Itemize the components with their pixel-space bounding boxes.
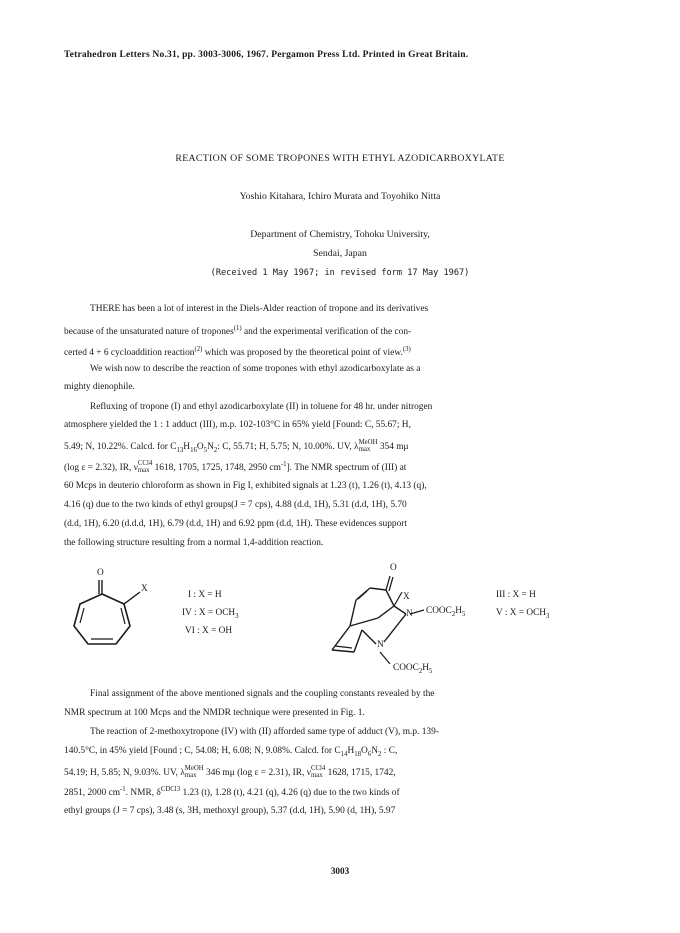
received-dates: (Received 1 May 1967; in revised form 17 May 1967) [210,268,470,278]
para3-line5: 60 Mcps in deuterio chloroform as shown in Fig I, exhibited signals at 1.23 (t), 1.26 (t), 4.13 (q), [64,481,427,491]
ref-1: (1) [233,325,242,332]
adduct-ester1: $COOC_2H_5$ [426,606,466,618]
ref-2: (2) [194,346,203,353]
para4-line1: Final assignment of the above mentioned signals and the coupling constants revealed by the [90,689,435,699]
para2-line2: mighty dienophile. [64,382,135,392]
ref-3: (3) [402,346,411,353]
authors: Yoshio Kitahara, Ichiro Murata and Toyohiko Nitta [239,191,441,202]
para1-line1: THERE has been a lot of interest in the Diels-Alder reaction of tropone and its derivatives [90,304,429,314]
left-label-1: I : X = H [188,590,222,600]
para1-line3: certed 4 + 6 cycloaddition reaction$^{(2)}$ which was proposed by the theoretical point of view.$^{(3)}$ [64,346,411,359]
adduct-n1-label: N [406,609,413,619]
adduct-o-label: O [390,563,397,573]
adduct-ester2: $COOC_2H_5$ [393,663,433,675]
para3-line1: Refluxing of tropone (I) and ethyl azodicarboxylate (II) in toluene for 48 hr. under nitrogen [90,402,433,412]
page-number: 3003 [330,866,350,876]
tropone-x-label: X [141,584,148,594]
adduct-x-label: X [403,592,410,602]
tropone-structure [58,568,168,658]
structure-figure [0,560,680,685]
affiliation-city: Sendai, Japan [313,248,367,259]
adduct-structure [318,560,488,680]
para3-line6: 4.16 (q) due to the two kinds of ethyl groups(J = 7 cps), 4.88 (d.d, 1H), 5.31 (d.d, 1H), 5.70 [64,500,407,510]
para5-line3: 54.19; H, 5.85; N, 9.03%. UV, λ MeOH max 346 mμ (log ε = 2.31), IR, ν CCl4 max 1628, 1715, 1742, [64,765,396,779]
para5-line1: The reaction of 2-methoxytropone (IV) with (II) afforded same type of adduct (V), m.p. 139- [90,727,439,737]
para3-line7: (d.d, 1H), 6.20 (d.d.d, 1H), 6.79 (d.d, 1H) and 6.92 ppm (d.d, 1H). These evidences support [64,519,407,529]
journal-header: Tetrahedron Letters No.31, pp. 3003-3006, 1967. Pergamon Press Ltd. Printed in Great Britain. [64,50,469,60]
right-label-1: III : X = H [496,590,536,600]
adduct-n2-label: N [377,640,384,650]
para1-line2: because of the unsaturated nature of tropones$^{(1)}$ and the experimental verification of the con- [64,325,412,338]
right-label-2: V : $X = OCH_3$ [496,608,550,620]
para5-line5: ethyl groups (J = 7 cps), 3.48 (s, 3H, methoxyl group), 5.37 (d.d, 1H), 5.90 (d, 1H), 5.97 [64,806,396,816]
affiliation-dept: Department of Chemistry, Tohoku University, [250,229,430,240]
para5-line4: 2851, 2000 $cm^{-1}$. NMR, $\delta^{CDCl3}$ 1.23 (t), 1.28 (t), 4.21 (q), 4.26 (q) due to the two kinds of [64,786,400,799]
para3-line8: the following structure resulting from a normal 1,4-addition reaction. [64,538,324,548]
para5-line2: 140.5°C, in 45% yield [Found ; C, 54.08; H, 6.08; N, 9.08%. Calcd. for $C_{14}H_{18}O_6N_2$ : C, [64,746,398,758]
para4-line2: NMR spectrum at 100 Mcps and the NMDR technique were presented in Fig. 1. [64,708,365,718]
paper-title: REACTION OF SOME TROPONES WITH ETHYL AZODICARBOXYLATE [175,153,505,164]
para3-line2: atmosphere yielded the 1 : 1 adduct (III), m.p. 102-103°C in 65% yield [Found: C, 55.67; H, [64,420,411,430]
para3-line4: (log ε = 2.32), IR, ν CCl4 max 1618, 1705, 1725, 1748, 2950 $cm^{-1}$]. The NMR spectrum of (III) at [64,460,407,474]
para2-line1: We wish now to describe the reaction of some tropones with ethyl azodicarboxylate as a [90,364,421,374]
left-label-2: IV : $X = OCH_3$ [182,608,239,620]
tropone-o-label: O [97,568,104,578]
left-label-3: VI : X = OH [185,626,233,636]
para3-line3: 5.49; N, 10.22%. Calcd. for $C_{13}H_{16}O_5N_2$: C, 55.71; H, 5.75; N, 10.00%. UV, λ MeOH max 354 mμ [64,439,409,454]
